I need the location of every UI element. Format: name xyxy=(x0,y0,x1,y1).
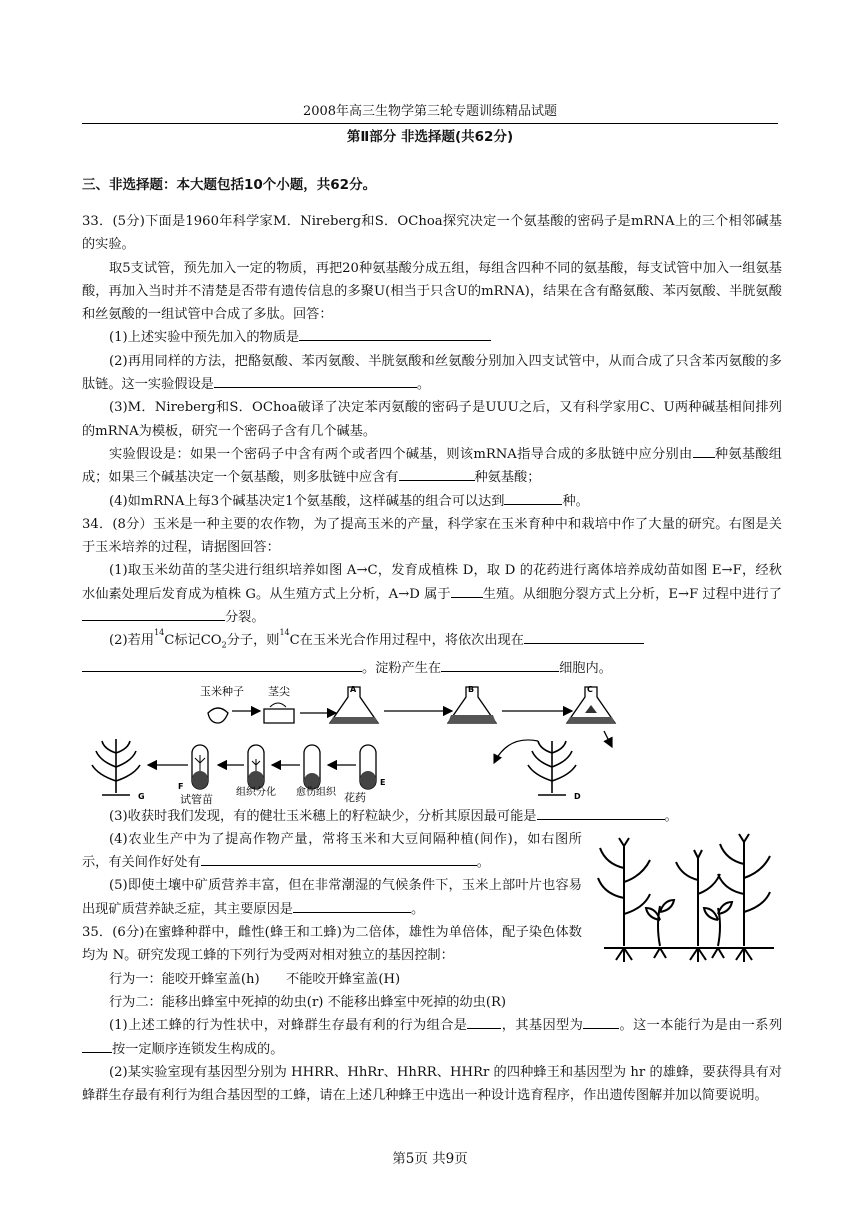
answer-blank[interactable] xyxy=(399,466,475,481)
seed-label: 玉米种子 xyxy=(200,684,244,698)
tip-label: 茎尖 xyxy=(268,684,290,698)
q33-sub3-hypothesis: 实验假设是：如果一个密码子中含有两个或者四个碱基，则该mRNA指导合成的多肽链中应分别由 种氨基酸组成；如果三个碱基决定一个氨基酸，则多肽链中应含有 种氨基酸； xyxy=(82,443,782,490)
svg-text:F: F xyxy=(178,781,184,791)
q34-sub4: (4)农业生产中为了提高作物产量，常将玉米和大豆间隔种植(间作)，如右图所示，有关间作好处有 。 xyxy=(82,831,582,871)
answer-blank[interactable] xyxy=(293,898,411,913)
seed-icon xyxy=(208,708,228,723)
q33-sub3: (3)M．Nireberg和S．OChoa破译了决定苯丙氨酸的密码子是UUU之后，又有科学家用C、U两种碱基相间排列的mRNA为模板，研究一个密码子含有几个碱基。 xyxy=(82,400,782,439)
answer-blank[interactable] xyxy=(82,657,362,672)
q35-intro: 35．(6分)在蜜蜂种群中，雌性(蜂王和工蜂)为二倍体，雄性为单倍体，配子染色体数均为 N。研究发现工蜂的下列行为受两对相对独立的基因控制： xyxy=(82,925,582,964)
svg-text:G: G xyxy=(138,791,145,801)
svg-text:花药: 花药 xyxy=(344,790,366,804)
page-footer: 第5页 共9页 xyxy=(392,1151,468,1167)
q35-sub2: (2)某实验室现有基因型分别为 HHRR、HhRr、HhRR、HHRr 的四种蜂王和基因型为 hr 的雄蜂，要获得具有对蜂群生存最有利行为组合基因型的工蜂，请在上述几种蜂王中选出一种设计选育程序，作出遗传图解并加以简要说明。 xyxy=(82,1064,782,1104)
plant-d xyxy=(528,741,576,795)
question-body xyxy=(82,210,782,1107)
q35-behavior2: 行为二：能移出蜂室中死掉的幼虫(r) 不能移出蜂室中死掉的幼虫(R) xyxy=(109,994,507,1010)
answer-blank[interactable] xyxy=(214,373,417,388)
q34-intro: 34．(8分）玉米是一种主要的农作物，为了提高玉米的产量，科学家在玉米育种中和栽培中作了大量的研究。右图是关于玉米培养的过程，请据图回答： xyxy=(82,516,782,556)
answer-blank[interactable] xyxy=(693,443,715,458)
page-header: 2008年高三生物学第三轮专题训练精品试题 xyxy=(302,104,558,119)
q34-sub1: (1)取玉米幼苗的茎尖进行组织培养如图 A→C，发育成植株 D，取 D 的花药进行离体培养成幼苗如图 E→F，经秋水仙素处理后发育成为植株 G。从生殖方式上分析，A→D 属于 生殖。从细胞分裂方式上分析，E→F 过程中进行了分裂。 xyxy=(82,563,782,626)
q34-sub2: (2)若用$^{14}$C标记$CO_2$分子，则$^{14}$C在玉米光合作用过程中，将依次出现在 。淀粉产生在 细胞内。 xyxy=(82,629,782,680)
plant-g xyxy=(92,739,140,795)
q35-sub1: (1)上述工蜂的行为性状中，对蜂群生存最有利的行为组合是 ，其基因型为 。这一本能行为是由一系列按一定顺序连锁发生构成的。 xyxy=(82,1014,782,1061)
q33-sub1: (1)上述实验中预先加入的物质是 xyxy=(82,326,782,349)
tube-callus xyxy=(304,745,320,789)
flask-a xyxy=(330,685,378,723)
answer-blank[interactable] xyxy=(201,851,477,866)
intercropping-svg xyxy=(594,828,784,968)
section-title: 第Ⅱ部分 非选择题(共62分) xyxy=(346,129,514,145)
svg-text:D: D xyxy=(574,791,581,801)
q34-sub3: (3)收获时我们发现，有的健壮玉米穗上的籽粒缺少，分析其原因最可能是 。 xyxy=(82,805,782,828)
svg-text:愈伤组织: 愈伤组织 xyxy=(296,786,336,798)
svg-text:E: E xyxy=(380,777,386,787)
answer-blank[interactable] xyxy=(299,326,491,341)
q33-sub2: (2)再用同样的方法，把酪氨酸、苯丙氨酸、半胱氨酸和丝氨酸分别加入四支试管中，从而合成了只含苯丙氨酸的多肽链。这一实验假设是 。 xyxy=(82,353,782,393)
header-rule xyxy=(82,123,778,124)
answer-blank[interactable] xyxy=(467,1014,501,1029)
q33-procedure: 取5支试管，预先加入一定的物质，再把20种氨基酸分成五组，每组含四种不同的氨基酸，每支试管中加入一组氨基酸，再加入当时并不清楚是否带有遗传信息的多聚U(相当于只含U的mRNA)，结果在含有酪氨酸、苯丙氨酸、半胱氨酸和丝氨酸的一组试管中合成了多肽。回答： xyxy=(82,260,782,323)
q33-intro: 33．(5分)下面是1960年科学家M．Nireberg和S．OChoa探究决定一个氨基酸的密码子是mRNA上的三个相邻碱基的实验。 xyxy=(82,214,782,253)
svg-text:A: A xyxy=(350,684,357,694)
answer-blank[interactable] xyxy=(537,805,665,820)
svg-text:试管苗: 试管苗 xyxy=(180,792,213,805)
wrap-zone xyxy=(82,828,582,921)
answer-blank[interactable] xyxy=(451,583,483,598)
q35-behavior1: 行为一：能咬开蜂室盖(h) 不能咬开蜂室盖(H) xyxy=(109,971,401,987)
svg-text:C: C xyxy=(587,684,593,694)
corn-culture-diagram xyxy=(82,681,782,805)
answer-blank[interactable] xyxy=(441,657,559,672)
corn-culture-svg xyxy=(82,681,782,805)
q34-sub5: (5)即使土壤中矿质营养丰富，但在非常潮湿的气候条件下，玉米上部叶片也容易出现矿质营养缺乏症，其主要原因是 。 xyxy=(82,878,582,917)
tube-e xyxy=(360,745,385,789)
intercropping-figure xyxy=(594,828,784,968)
flask-c xyxy=(567,685,615,723)
part-heading: 三、非选择题：本大题包括10个小题，共62分。 xyxy=(82,177,377,193)
tube-f xyxy=(178,745,208,791)
svg-text:组织分化: 组织分化 xyxy=(236,786,276,798)
answer-blank[interactable] xyxy=(82,1038,112,1053)
svg-text:B: B xyxy=(468,684,475,694)
answer-blank[interactable] xyxy=(504,490,562,505)
wrap-zone-35 xyxy=(82,921,582,968)
flask-b xyxy=(448,685,496,723)
tube-differentiation xyxy=(248,745,264,789)
answer-blank[interactable] xyxy=(524,629,644,644)
q33-sub4: (4)如mRNA上每3个碱基决定1个氨基酸，这样碱基的组合可以达到 种。 xyxy=(82,490,782,513)
answer-blank[interactable] xyxy=(583,1014,619,1029)
answer-blank[interactable] xyxy=(82,606,225,621)
